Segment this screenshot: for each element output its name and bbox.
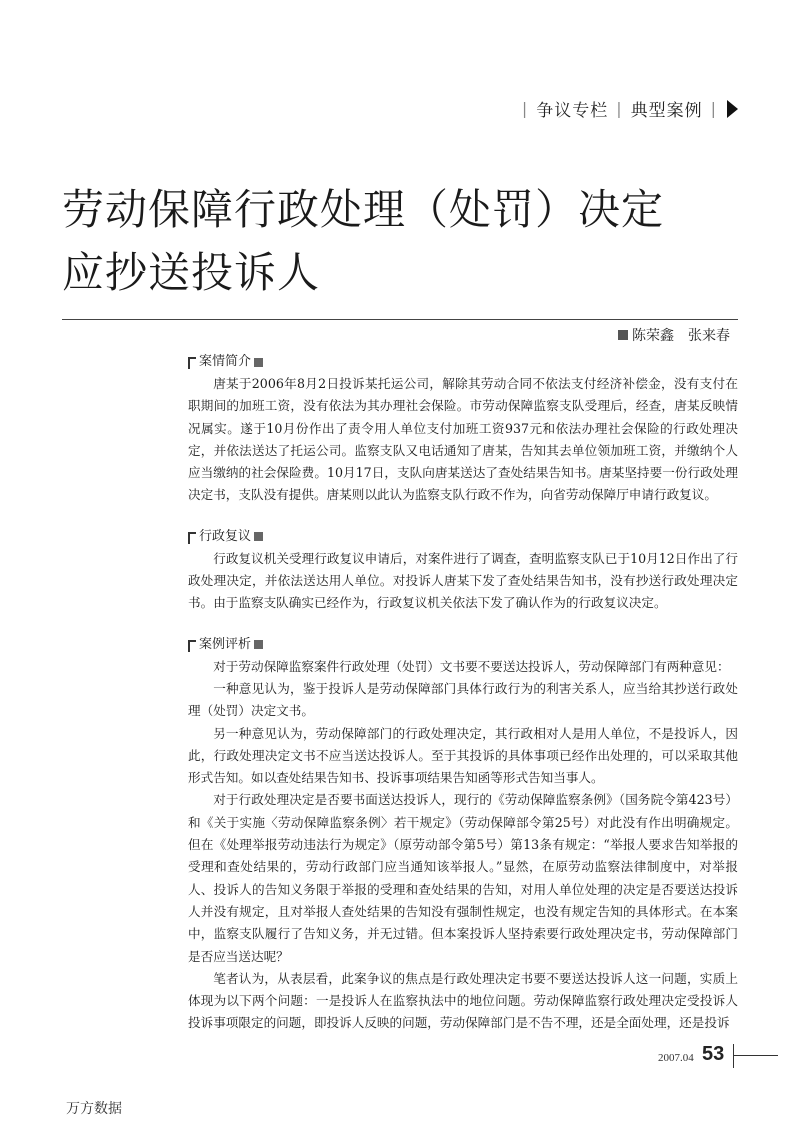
corner-bracket-icon bbox=[188, 640, 196, 652]
section-heading bbox=[188, 352, 738, 372]
triangle-right-icon bbox=[727, 100, 738, 118]
column-tags bbox=[514, 96, 738, 121]
square-bullet-icon bbox=[618, 330, 628, 340]
column-tag-cases: 典型案例 bbox=[630, 101, 703, 121]
title-line-2: 应抄送投诉人 bbox=[62, 248, 321, 297]
corner-bracket-icon bbox=[188, 357, 196, 369]
paragraph: 另一种意见认为，劳动保障部门的行政处理决定，其行政相对人是用人单位，不是投诉人，因此，行政处理决定文书不应当送达投诉人。至于其投诉的具体事项已经作出处理的，可以采取其他形式告知。如以查处结果告知书、投诉事项结果告知函等形式告知当事人。 bbox=[188, 725, 738, 786]
article-title bbox=[62, 178, 742, 304]
tag-separator: | bbox=[521, 99, 529, 118]
paragraph: 对于劳动保障监察案件行政处理（处罚）文书要不要送达投诉人，劳动保障部门有两种意见： bbox=[213, 658, 730, 674]
byline bbox=[618, 325, 730, 345]
tag-separator: | bbox=[616, 99, 623, 118]
square-bullet-icon bbox=[254, 532, 263, 541]
page-number: 53 bbox=[702, 1043, 725, 1065]
section-heading-label: 案情简介 bbox=[199, 354, 252, 369]
section-heading bbox=[188, 635, 738, 655]
title-line-1: 劳动保障行政处理（处罚）决定 bbox=[62, 185, 665, 234]
corner-bracket-icon bbox=[188, 532, 196, 544]
paragraph: 笔者认为，从表层看，此案争议的焦点是行政处理决定书要不要送达投诉人这一问题，实质上体现为以下两个问题：一是投诉人在监察执法中的地位问题。劳动保障监察行政处理决定受投诉人投诉事项限定的问题，即投诉人反映的问题，劳动保障部门是不告不理，还是全面处理，还是投诉 bbox=[188, 970, 738, 1031]
paragraph: 对于行政处理决定是否要书面送达投诉人，现行的《劳动保障监察条例》（国务院令第423号）和《关于实施〈劳动保障监察条例〉若干规定》（劳动保障部令第25号）对此没有作出明确规定。但在《处理举报劳动违法行为规定》（原劳动部令第5号）第13条有规定：“举报人要求告知举报的受理和查处结果的，劳动行政部门应当通知该举报人。”显然，在原劳动监察法律制度中，对举报人、投诉人的告知义务限于举报的受理和查处结果的告知，对用人单位处理的决定是否要送达投诉人并没有规定，且对举报人查处结果的告知没有强制性规定，也没有规定告知的具体形式。在本案中，监察支队履行了告知义务，并无过错。但本案投诉人坚持索要行政处理决定书，劳动保障部门是否应当送达呢？ bbox=[188, 792, 738, 964]
tag-separator: | bbox=[710, 99, 717, 118]
article-body bbox=[188, 352, 738, 1035]
issue-date: 2007.04 bbox=[658, 1052, 694, 1064]
paragraph: 一种意见认为，鉴于投诉人是劳动保障部门具体行政行为的利害关系人，应当给其抄送行政处理（处罚）决定文书。 bbox=[188, 680, 738, 719]
title-divider bbox=[62, 319, 738, 320]
author-names: 陈荣鑫 张来春 bbox=[632, 328, 730, 344]
footer-rule bbox=[734, 1055, 778, 1056]
section-heading-label: 行政复议 bbox=[199, 528, 252, 544]
section-heading bbox=[188, 527, 738, 547]
source-watermark: 万方数据 bbox=[66, 1101, 122, 1117]
column-tag-dispute: 争议专栏 bbox=[536, 101, 609, 121]
section-heading-label: 案例评析 bbox=[199, 636, 252, 652]
paragraph: 行政复议机关受理行政复议申请后，对案件进行了调查，查明监察支队已于10月12日作出了行政处理决定，并依法送达用人单位。对投诉人唐某下发了查处结果告知书，没有抄送行政处理决定书。由于监察支队确实已经作为，行政复议机关依法下发了确认作为的行政复议决定。 bbox=[188, 550, 738, 611]
square-bullet-icon bbox=[254, 640, 263, 649]
paragraph: 唐某于2006年8月2日投诉某托运公司，解除其劳动合同不依法支付经济补偿金，没有支付在职期间的加班工资，没有依法为其办理社会保险。市劳动保障监察支队受理后，经查，唐某反映情况属实。遂于10月份作出了责令用人单位支付加班工资937元和依法办理社会保险的行政处理决定，并依法送达了托运公司。监察支队又电话通知了唐某，告知其去单位领加班工资，并缴纳个人应当缴纳的社会保险费。10月17日，支队向唐某送达了查处结果告知书。唐某坚持要一份行政处理决定书，支队没有提供。唐某则以此认为监察支队行政不作为，向省劳动保障厅申请行政复议。 bbox=[188, 376, 738, 503]
square-bullet-icon bbox=[254, 358, 263, 367]
footer-divider bbox=[733, 1044, 734, 1068]
